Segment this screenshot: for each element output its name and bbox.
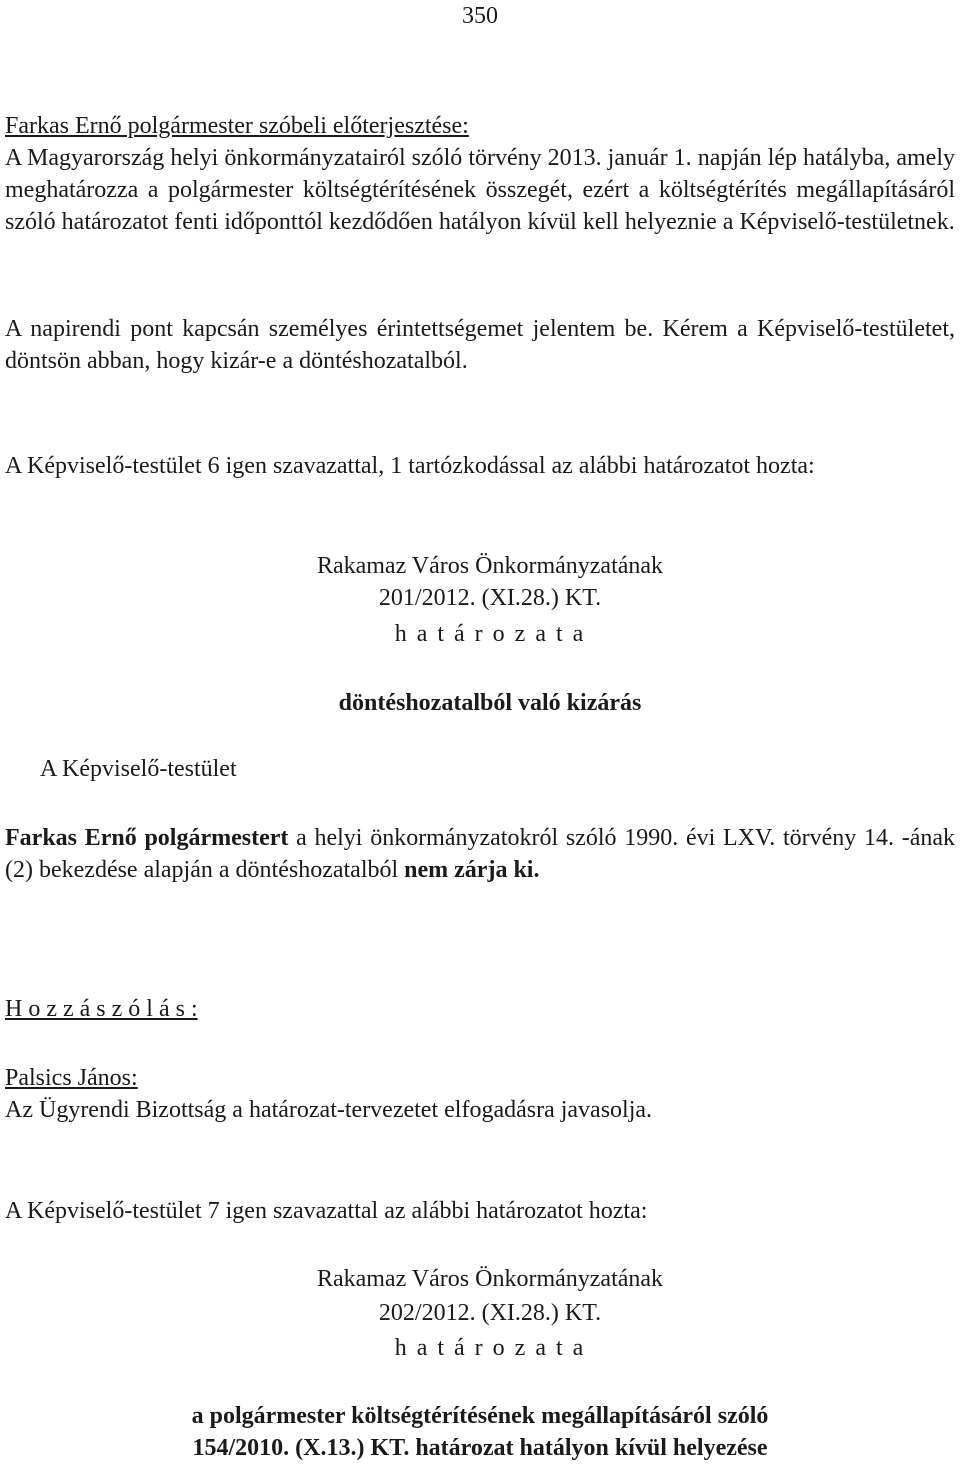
- vote-result-2: A Képviselő-testület 7 igen szavazattal az alábbi határozatot hozta:: [5, 1198, 648, 1224]
- vote-result-1: A Képviselő-testület 6 igen szavazattal, 1 tartózkodással az alábbi határozatot hozta:: [5, 453, 815, 479]
- comment-text: Az Ügyrendi Bizottság a határozat-tervezetet elfogadásra javasolja.: [5, 1097, 653, 1123]
- decision-subject: Farkas Ernő polgármestert: [5, 825, 289, 851]
- page-number: 350: [462, 3, 498, 29]
- resolution-2-kind: h a t á r o z a t a: [394, 1335, 586, 1361]
- resolution-1-decision: [5, 822, 955, 886]
- resolution-1-kind: h a t á r o z a t a: [394, 621, 586, 647]
- resolution-2-subject-line-1: a polgármester költségtérítésének megállapításáról szóló: [191, 1403, 769, 1429]
- section-heading-proposal: Farkas Ernő polgármester szóbeli előterjesztése:: [5, 113, 469, 139]
- comment-speaker: Palsics János:: [5, 1065, 138, 1091]
- decision-basis: a helyi önkormányzatokról szóló 1990. évi LXV. törvény 14. -ának (2) bekezdése alapján a döntéshozatalból: [5, 825, 955, 883]
- resolution-2-authority: Rakamaz Város Önkormányzatának: [316, 1266, 664, 1292]
- resolution-1-number: 201/2012. (XI.28.) KT.: [378, 585, 602, 611]
- resolution-2-subject-line-2: 154/2010. (X.13.) KT. határozat hatályon kívül helyezése: [192, 1435, 768, 1461]
- resolution-1-authority: Rakamaz Város Önkormányzatának: [316, 553, 664, 579]
- resolution-1-body-label: A Képviselő-testület: [40, 756, 237, 782]
- comments-heading: H o z z á s z ó l á s :: [5, 996, 198, 1022]
- decision-outcome: nem zárja ki.: [404, 857, 540, 883]
- resolution-1-subject: döntéshozatalból való kizárás: [338, 690, 642, 716]
- conflict-of-interest-paragraph: A napirendi pont kapcsán személyes érintettségemet jelentem be. Kérem a Képviselő-testületet, döntsön abban, hogy kizár-e a döntéshozatalból.: [5, 316, 955, 374]
- resolution-2-number: 202/2012. (XI.28.) KT.: [378, 1300, 602, 1326]
- proposal-paragraph: A Magyarország helyi önkormányzatairól szóló törvény 2013. január 1. napján lép hatályba, amely meghatározza a polgármester költségtérítésének összegét, ezért a költségtérítés megállapításáról szóló határozatot fenti időponttól kezdődően hatályon kívül kell helyeznie a Képviselő-testületnek.: [5, 145, 955, 235]
